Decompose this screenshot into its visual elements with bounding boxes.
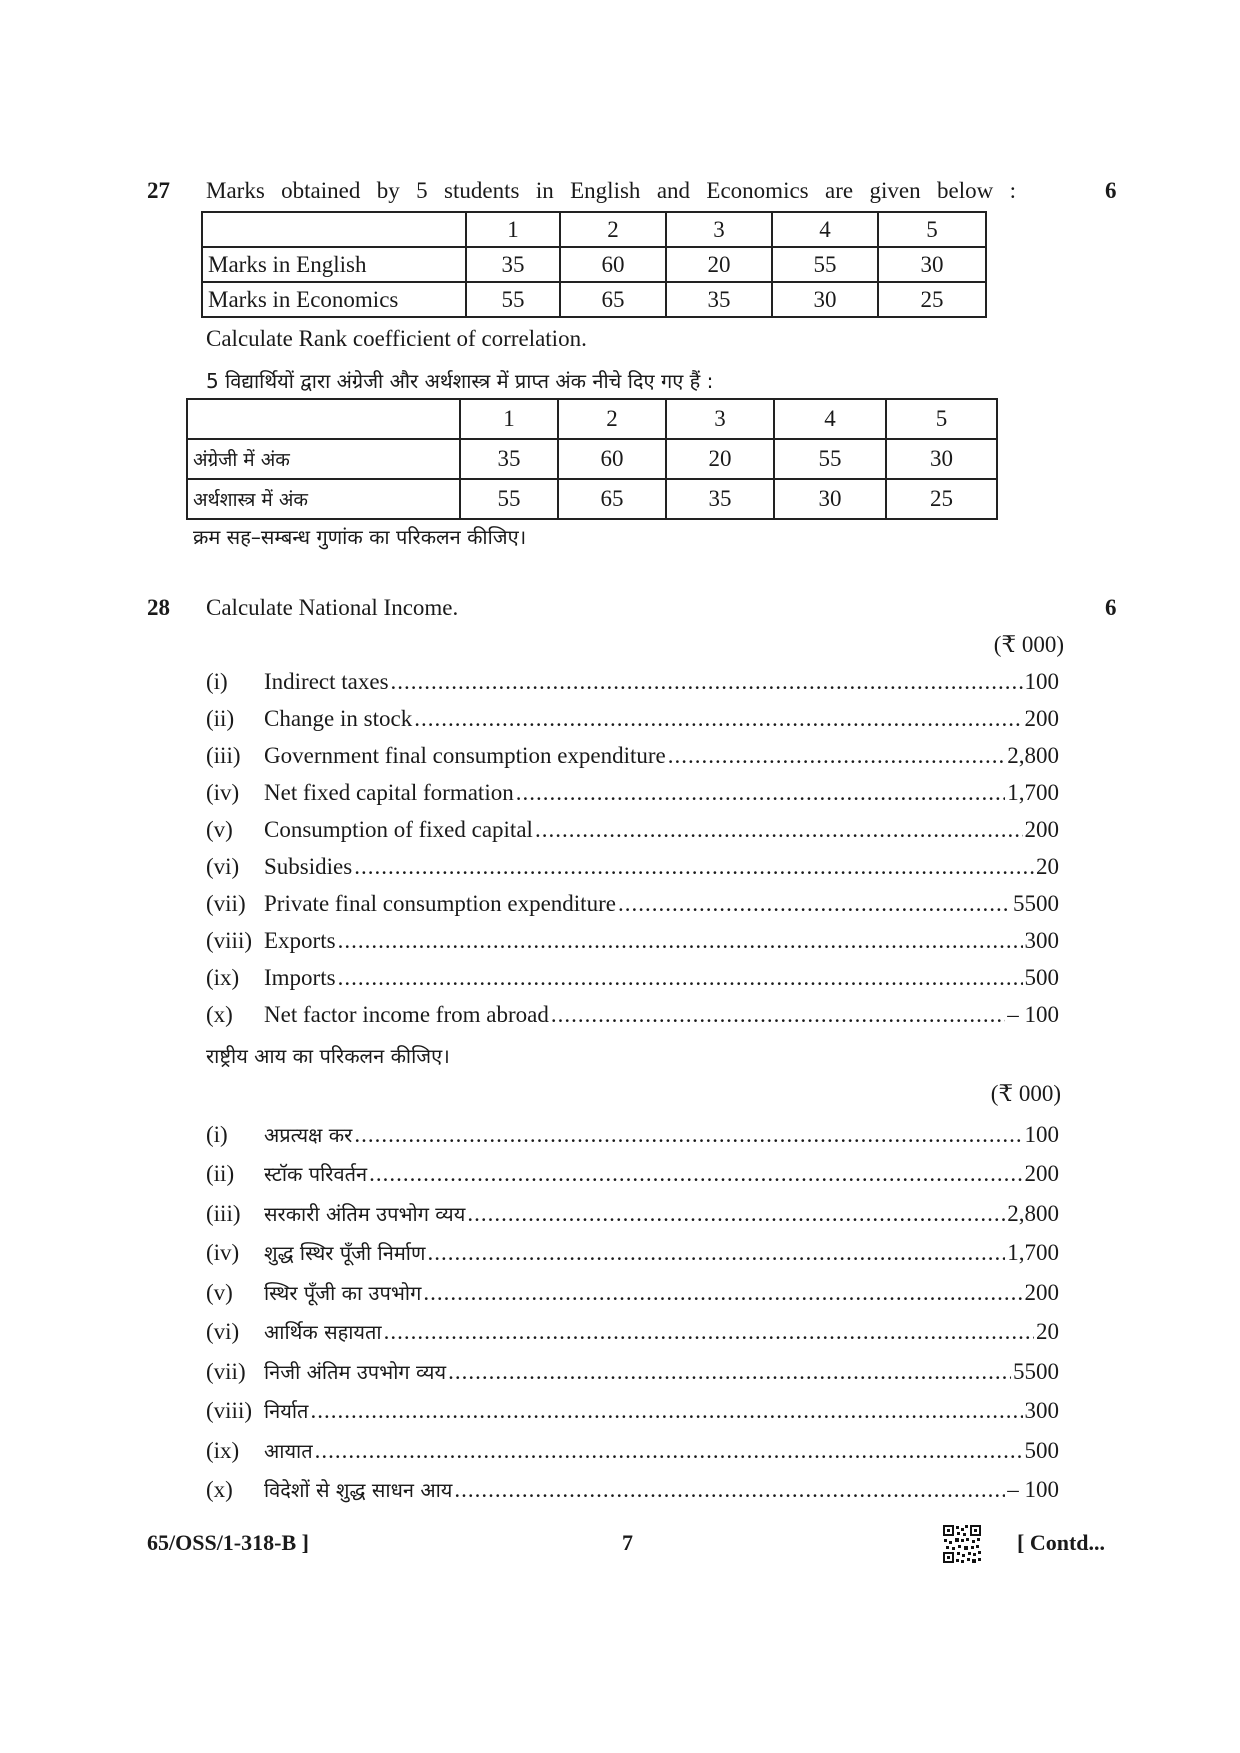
item-value: – 100 bbox=[1007, 1002, 1059, 1027]
dot-leader bbox=[454, 1477, 1005, 1503]
list-item bbox=[206, 706, 1059, 732]
table-cell: 65 bbox=[560, 282, 666, 317]
table-row bbox=[187, 439, 997, 479]
item-number: (ii) bbox=[206, 706, 235, 731]
table-header-cell: 5 bbox=[878, 212, 986, 247]
table-header-cell: 4 bbox=[772, 212, 878, 247]
dot-leader bbox=[391, 669, 1023, 695]
list-item bbox=[206, 1121, 1059, 1148]
item-label: Indirect taxes bbox=[264, 669, 389, 694]
dot-leader bbox=[384, 1319, 1034, 1345]
item-value: 200 bbox=[1024, 817, 1059, 842]
table-cell: 65 bbox=[558, 479, 666, 519]
item-value: 100 bbox=[1024, 1122, 1059, 1147]
row-label: अर्थशास्त्र में अंक bbox=[187, 479, 460, 519]
list-item bbox=[206, 1476, 1059, 1503]
dot-leader bbox=[427, 1240, 1005, 1266]
table-header-cell: 2 bbox=[560, 212, 666, 247]
dot-leader bbox=[338, 928, 1023, 954]
list-item bbox=[206, 854, 1059, 880]
item-value: 20 bbox=[1036, 854, 1059, 879]
item-label: स्टॉक परिवर्तन bbox=[264, 1162, 368, 1186]
list-item bbox=[206, 1437, 1059, 1464]
item-number: (x) bbox=[206, 1002, 233, 1027]
question-marks: 6 bbox=[1105, 595, 1117, 620]
question-number: 28 bbox=[147, 595, 170, 620]
list-item bbox=[206, 965, 1059, 991]
table-header-cell: 4 bbox=[774, 399, 886, 439]
list-item bbox=[206, 1200, 1059, 1227]
list-item bbox=[206, 743, 1059, 769]
table-header-cell: 1 bbox=[466, 212, 560, 247]
dot-leader bbox=[338, 965, 1023, 991]
table-cell: 20 bbox=[666, 439, 774, 479]
table-cell: 35 bbox=[666, 479, 774, 519]
item-number: (viii) bbox=[206, 928, 252, 953]
table-cell: 20 bbox=[666, 247, 772, 282]
table-row bbox=[202, 282, 986, 317]
item-value: 200 bbox=[1024, 706, 1059, 731]
row-label: अंग्रेजी में अंक bbox=[187, 439, 460, 479]
item-number: (ix) bbox=[206, 965, 240, 990]
item-value: 5500 bbox=[1013, 891, 1059, 916]
dot-leader bbox=[310, 1398, 1022, 1424]
page-number: 7 bbox=[622, 1530, 633, 1555]
table-cell: 30 bbox=[878, 247, 986, 282]
row-label: Marks in English bbox=[202, 247, 466, 282]
list-item bbox=[206, 780, 1059, 806]
row-label: Marks in Economics bbox=[202, 282, 466, 317]
table-cell: 60 bbox=[558, 439, 666, 479]
paper-code: 65/OSS/1-318-B ] bbox=[147, 1530, 309, 1555]
marks-table-hindi bbox=[186, 398, 998, 520]
item-number: (i) bbox=[206, 669, 228, 694]
table-cell: 55 bbox=[466, 282, 560, 317]
table-cell: 55 bbox=[774, 439, 886, 479]
item-label: स्थिर पूँजी का उपभोग bbox=[264, 1281, 422, 1305]
item-value: – 100 bbox=[1007, 1477, 1059, 1502]
list-item bbox=[206, 891, 1059, 917]
item-label: Subsidies bbox=[264, 854, 353, 879]
item-value: 100 bbox=[1024, 669, 1059, 694]
qr-code-icon bbox=[942, 1524, 982, 1564]
table-header-row bbox=[187, 399, 997, 439]
unit-label: (₹ 000) bbox=[990, 1081, 1061, 1106]
item-value: 2,800 bbox=[1007, 743, 1059, 768]
table-header-row bbox=[202, 212, 986, 247]
table-header-cell: 2 bbox=[558, 399, 666, 439]
item-label: Net factor income from abroad bbox=[264, 1002, 549, 1027]
item-label: निजी अंतिम उपभोग व्यय bbox=[264, 1360, 447, 1384]
item-label: अप्रत्यक्ष कर bbox=[264, 1123, 353, 1147]
dot-leader bbox=[354, 854, 1034, 880]
dot-leader bbox=[551, 1002, 1005, 1028]
table-cell: 30 bbox=[772, 282, 878, 317]
table-cell: 55 bbox=[460, 479, 558, 519]
question-marks: 6 bbox=[1105, 178, 1117, 203]
table-header-cell bbox=[187, 399, 460, 439]
list-item bbox=[206, 928, 1059, 954]
item-value: 500 bbox=[1024, 1438, 1059, 1463]
item-value: 300 bbox=[1024, 928, 1059, 953]
table-row bbox=[187, 479, 997, 519]
item-label: विदेशों से शुद्ध साधन आय bbox=[264, 1478, 453, 1502]
table-header-cell bbox=[202, 212, 466, 247]
item-number: (v) bbox=[206, 817, 233, 842]
table-header-cell: 3 bbox=[666, 212, 772, 247]
table-cell: 60 bbox=[560, 247, 666, 282]
item-number: (x) bbox=[206, 1477, 233, 1502]
item-number: (iv) bbox=[206, 780, 240, 805]
unit-label: (₹ 000) bbox=[993, 632, 1064, 657]
question-text-hindi: राष्ट्रीय आय का परिकलन कीजिए। bbox=[206, 1044, 450, 1068]
instruction-text: Calculate Rank coefficient of correlation. bbox=[206, 326, 587, 351]
dot-leader bbox=[535, 817, 1023, 843]
item-value: 200 bbox=[1024, 1280, 1059, 1305]
continued-label: [ Contd... bbox=[1017, 1530, 1106, 1555]
item-label: Consumption of fixed capital bbox=[264, 817, 533, 842]
item-number: (v) bbox=[206, 1280, 233, 1305]
item-label: निर्यात bbox=[264, 1399, 309, 1423]
item-label: Imports bbox=[264, 965, 336, 990]
item-number: (ii) bbox=[206, 1161, 235, 1186]
table-cell: 25 bbox=[878, 282, 986, 317]
dot-leader bbox=[369, 1161, 1022, 1187]
table-header-cell: 1 bbox=[460, 399, 558, 439]
table-row bbox=[202, 247, 986, 282]
list-item bbox=[206, 669, 1059, 695]
table-cell: 35 bbox=[666, 282, 772, 317]
item-number: (iii) bbox=[206, 743, 241, 768]
list-item bbox=[206, 1160, 1059, 1187]
question-text-hindi: 5 विद्यार्थियों द्वारा अंग्रेजी और अर्थशास्त्र में प्राप्त अंक नीचे दिए गए हैं : bbox=[206, 369, 714, 393]
table-cell: 25 bbox=[886, 479, 997, 519]
dot-leader bbox=[668, 743, 1005, 769]
item-value: 1,700 bbox=[1007, 780, 1059, 805]
item-number: (vi) bbox=[206, 854, 240, 879]
dot-leader bbox=[618, 891, 1011, 917]
item-number: (vi) bbox=[206, 1319, 240, 1344]
marks-table-english bbox=[201, 211, 987, 318]
list-item bbox=[206, 817, 1059, 843]
item-number: (viii) bbox=[206, 1398, 252, 1423]
list-item bbox=[206, 1239, 1059, 1266]
dot-leader bbox=[467, 1201, 1005, 1227]
table-cell: 30 bbox=[886, 439, 997, 479]
dot-leader bbox=[448, 1359, 1011, 1385]
item-label: Change in stock bbox=[264, 706, 413, 731]
dot-leader bbox=[414, 706, 1022, 732]
item-value: 5500 bbox=[1013, 1359, 1059, 1384]
question-text: Calculate National Income. bbox=[206, 595, 459, 620]
instruction-text-hindi: क्रम सह–सम्बन्ध गुणांक का परिकलन कीजिए। bbox=[193, 525, 527, 549]
item-label: सरकारी अंतिम उपभोग व्यय bbox=[264, 1202, 466, 1226]
dot-leader bbox=[516, 780, 1006, 806]
table-cell: 35 bbox=[466, 247, 560, 282]
dot-leader bbox=[354, 1122, 1022, 1148]
item-label: आर्थिक सहायता bbox=[264, 1320, 382, 1344]
item-value: 20 bbox=[1036, 1319, 1059, 1344]
dot-leader bbox=[315, 1438, 1023, 1464]
item-value: 500 bbox=[1024, 965, 1059, 990]
list-item bbox=[206, 1397, 1059, 1424]
item-value: 2,800 bbox=[1007, 1201, 1059, 1226]
list-item bbox=[206, 1002, 1059, 1028]
table-header-cell: 3 bbox=[666, 399, 774, 439]
item-value: 1,700 bbox=[1007, 1240, 1059, 1265]
item-number: (vii) bbox=[206, 1359, 246, 1384]
list-item bbox=[206, 1318, 1059, 1345]
item-label: Government final consumption expenditure bbox=[264, 743, 666, 768]
list-item bbox=[206, 1358, 1059, 1385]
item-number: (i) bbox=[206, 1122, 228, 1147]
item-value: 300 bbox=[1024, 1398, 1059, 1423]
item-value: 200 bbox=[1024, 1161, 1059, 1186]
table-header-cell: 5 bbox=[886, 399, 997, 439]
dot-leader bbox=[423, 1280, 1022, 1306]
item-number: (iv) bbox=[206, 1240, 240, 1265]
table-cell: 35 bbox=[460, 439, 558, 479]
item-label: Net fixed capital formation bbox=[264, 780, 514, 805]
table-cell: 55 bbox=[772, 247, 878, 282]
question-number: 27 bbox=[147, 178, 170, 203]
table-cell: 30 bbox=[774, 479, 886, 519]
item-label: Private final consumption expenditure bbox=[264, 891, 616, 916]
question-text: Marks obtained by 5 students in English and Economics are given below : bbox=[206, 178, 1016, 203]
list-item bbox=[206, 1279, 1059, 1306]
item-label: शुद्ध स्थिर पूँजी निर्माण bbox=[264, 1241, 426, 1265]
item-number: (vii) bbox=[206, 891, 246, 916]
item-number: (ix) bbox=[206, 1438, 240, 1463]
item-label: आयात bbox=[264, 1439, 313, 1463]
item-number: (iii) bbox=[206, 1201, 241, 1226]
item-label: Exports bbox=[264, 928, 336, 953]
